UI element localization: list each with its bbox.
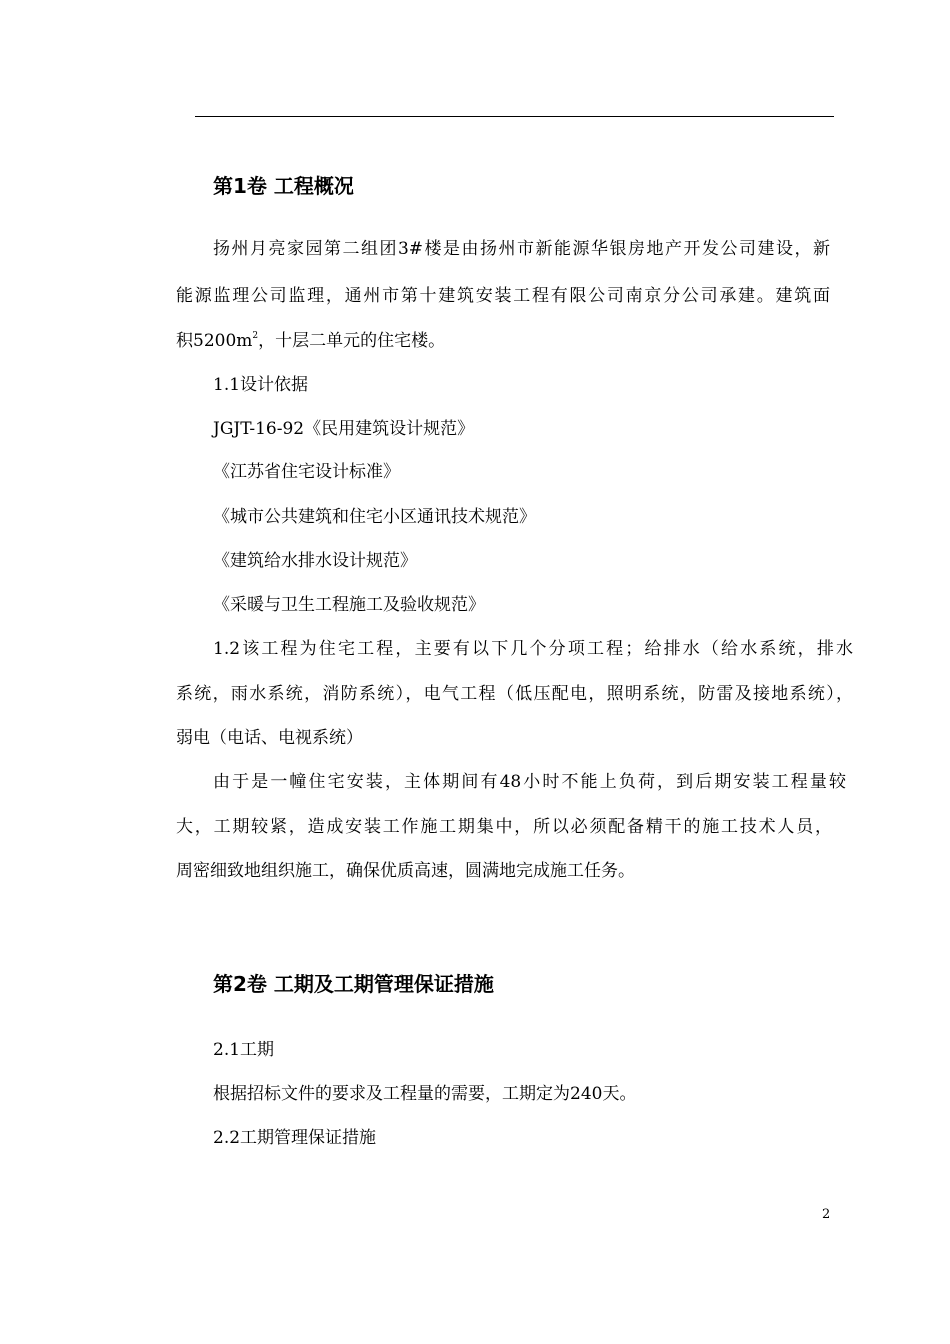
- design-basis-item: 《建筑给水排水设计规范》: [213, 551, 417, 571]
- para1-line1: 扬州月亮家园第二组团3#楼是由扬州市新能源华银房地产开发公司建设，新: [213, 239, 830, 259]
- design-basis-item: 《江苏省住宅设计标准》: [213, 462, 400, 482]
- para-1-2-line2: 系统，雨水系统，消防系统），电气工程（低压配电，照明系统，防雷及接地系统），: [176, 684, 853, 704]
- section-1-heading: 第1卷 工程概况: [213, 174, 354, 198]
- para-1-2-line3: 弱电（电话、电视系统）: [176, 728, 363, 748]
- para1-line3: [176, 333, 445, 350]
- design-basis-title: 1.1设计依据: [213, 375, 309, 395]
- para1-line3-area: 积5200m: [176, 331, 253, 351]
- para1-line2: 能源监理公司监理，通州市第十建筑安装工程有限公司南京分公司承建。建筑面: [176, 286, 830, 306]
- design-basis-item: 《采暖与卫生工程施工及验收规范》: [213, 595, 485, 615]
- design-basis-item: 《城市公共建筑和住宅小区通讯技术规范》: [213, 507, 536, 527]
- para-1-2-line1: 1.2该工程为住宅工程，主要有以下几个分项工程；给排水（给水系统，排水: [213, 639, 853, 659]
- subsection-2-1-title: 2.1工期: [213, 1040, 275, 1060]
- section-2-heading: 第2卷 工期及工期管理保证措施: [213, 972, 494, 996]
- header-rule: [195, 116, 834, 117]
- design-basis-item: JGJT-16-92《民用建筑设计规范》: [213, 419, 475, 439]
- para1-line3-superscript: 2: [252, 331, 259, 341]
- para-2-1: 根据招标文件的要求及工程量的需要，工期定为240天。: [213, 1084, 637, 1104]
- para1-line3-rest: ，十层二单元的住宅楼。: [258, 331, 446, 351]
- subsection-2-2-title: 2.2工期管理保证措施: [213, 1128, 377, 1148]
- para-schedule-line3: 周密细致地组织施工，确保优质高速，圆满地完成施工任务。: [176, 861, 635, 881]
- page-number: 2: [822, 1207, 831, 1222]
- para-schedule-line1: 由于是一幢住宅安装，主体期间有48小时不能上负荷，到后期安装工程量较: [213, 772, 846, 792]
- para-schedule-line2: 大，工期较紧，造成安装工作施工期集中，所以必须配备精干的施工技术人员，: [176, 817, 832, 837]
